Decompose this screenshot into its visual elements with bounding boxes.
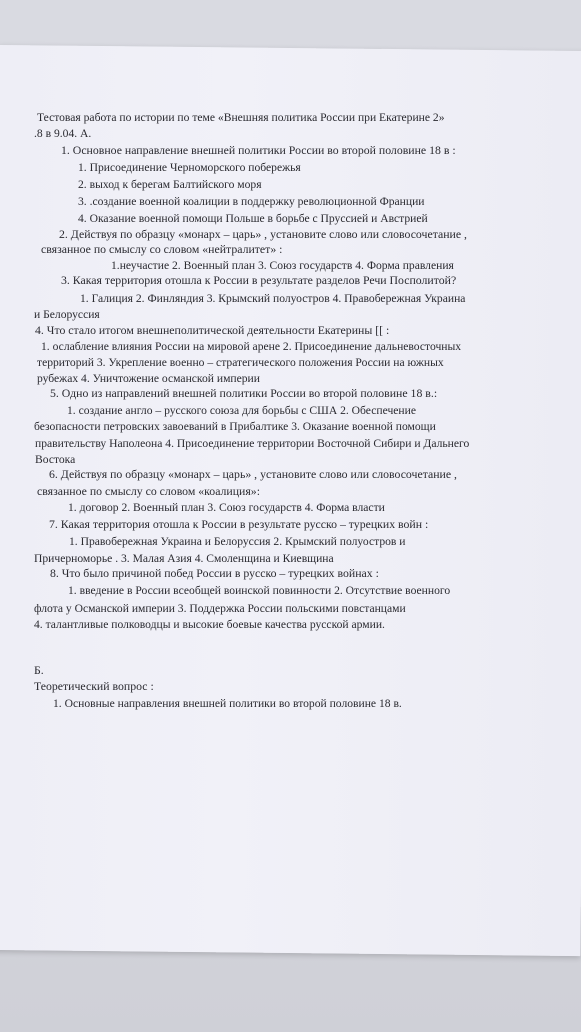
theory-question-item: 1. Основные направления внешней политики во второй половине 18 в. [53,697,402,710]
question-6-options: 1. договор 2. Военный план 3. Союз государств 4. Форма власти [68,501,385,514]
question-1: 1. Основное направление внешней политики России во второй половине 18 в : [61,143,456,157]
question-2-cont: связанное по смыслу со словом «нейтралитет» : [41,242,283,256]
section-b-label: Б. [34,663,44,677]
question-1-option: 4. Оказание военной помощи Польше в борьбе с Пруссией и Австрией [78,212,428,225]
question-5: 5. Одно из направлений внешней политики России во второй половине 18 в.: [50,386,438,400]
question-6-cont: связанное по смыслу со словом «коалиция»: [37,484,260,498]
document-title: Тестовая работа по истории по теме «Внешняя политика России при Екатерине 2» [37,111,445,124]
question-4: 4. Что стало итогом внешнеполитической деятельности Екатерины [[ : [35,323,390,337]
question-8-options: 4. талантливые полководцы и высокие боевые качества русской армии. [34,618,385,631]
question-5-options: безопасности петровских завоеваний в Прибалтике 3. Оказание военной помощи [34,420,436,433]
question-4-options: рубежах 4. Уничтожение османской империи [37,372,260,385]
question-2-options: 1.неучастие 2. Военный план 3. Союз государств 4. Форма правления [111,259,454,272]
question-1-option: 2. выход к берегам Балтийского моря [78,178,262,191]
question-5-options: 1. создание англо – русского союза для борьбы с США 2. Обеспечение [67,404,416,417]
question-3: 3. Какая территория отошла к России в результате разделов Речи Посполитой? [61,273,457,287]
question-8-options: флота у Османской империи 3. Поддержка России польскими повстанцами [34,602,406,615]
question-4-options: территорий 3. Укрепление военно – стратегического положения России на южных [37,356,444,369]
question-7: 7. Какая территория отошла к России в результате русско – турецких войн : [49,517,429,531]
question-7-options: Причерноморье . 3. Малая Азия 4. Смоленщина и Киевщина [34,552,334,565]
question-6: 6. Действуя по образцу «монарх – царь» , установите слово или словосочетание , [49,467,457,481]
question-1-option: 3. .создание военной коалиции в поддержку революционной Франции [78,195,425,208]
question-8-options: 1. введение в России всеобщей воинской повинности 2. Отсутствие военного [68,584,451,597]
question-1-option: 1. Присоединение Черноморского побережья [78,161,301,174]
class-date-variant: .8 в 9.04. А. [34,127,92,140]
question-7-options: 1. Правобережная Украина и Белоруссия 2. Крымский полуостров и [69,535,406,548]
question-3-options: 1. Галиция 2. Финляндия 3. Крымский полуостров 4. Правобережная Украина [80,292,466,305]
theory-question-label: Теоретический вопрос : [34,679,154,693]
question-2: 2. Действуя по образцу «монарх – царь» , установите слово или словосочетание , [59,227,467,241]
question-5-options: Востока [35,453,76,466]
question-3-options-cont: и Белоруссия [34,308,100,321]
question-8: 8. Что было причиной побед России в русско – турецких войнах : [50,566,379,580]
question-4-options: 1. ослабление влияния России на мировой арене 2. Присоединение дальневосточных [41,340,462,353]
question-5-options: правительству Наполеона 4. Присоединение территории Восточной Сибири и Дальнего [35,437,470,450]
